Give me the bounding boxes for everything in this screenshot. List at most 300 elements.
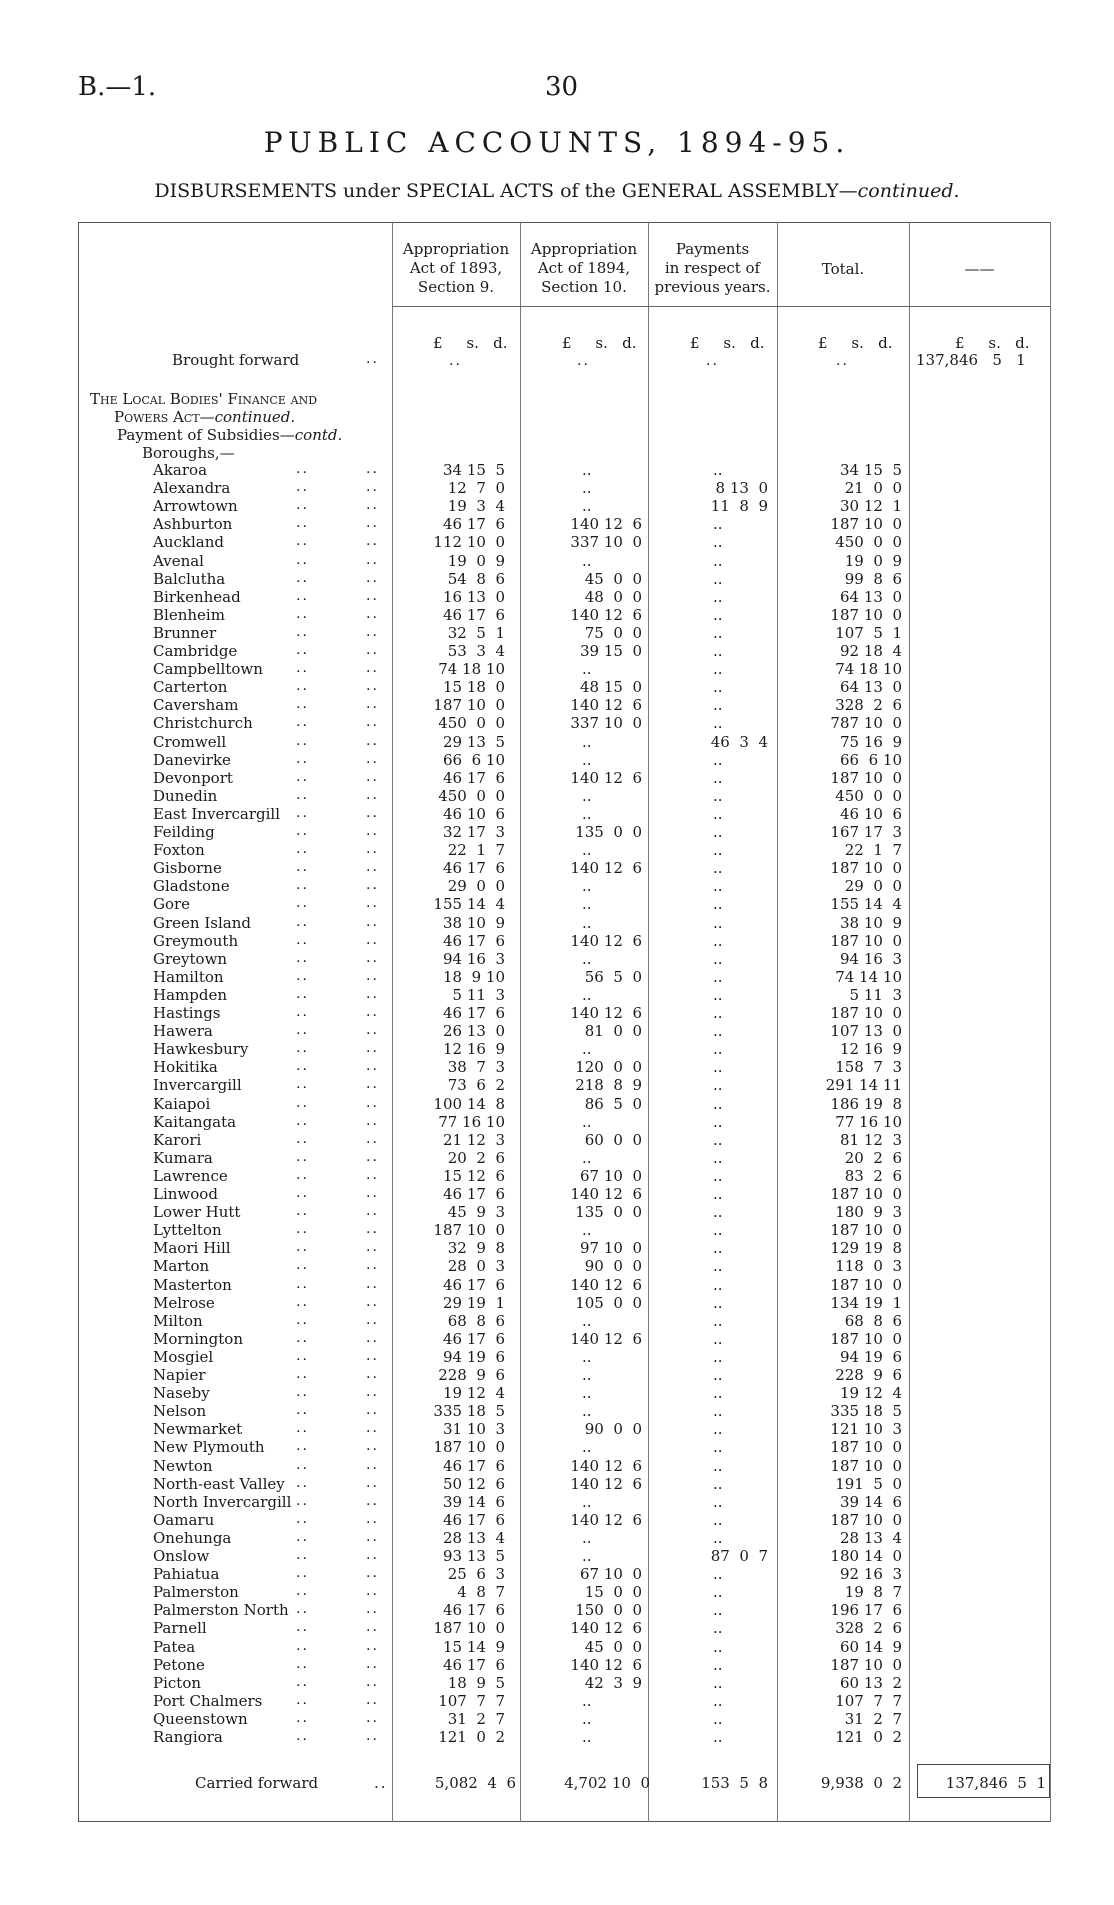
amount-1893: 46 17 6 [442,1185,505,1203]
amount-1894: 48 15 0 [579,678,642,697]
amount-1893: 32 5 1 [447,623,505,642]
leader-dots: .. [366,623,379,640]
empty-marker: .. [713,1112,723,1131]
empty-marker: .. [713,1347,723,1366]
empty-marker: .. [713,786,723,805]
leader-dots: .. [366,768,379,785]
leader-dots: .. [296,1166,309,1183]
leader-dots: .. [296,1185,309,1201]
empty-marker: .. [713,859,723,878]
leader-dots: .. [296,1148,309,1165]
table-row [0,1674,1114,1692]
empty-marker: .. [582,913,592,932]
amount-total: 187 10 0 [830,1329,902,1348]
amount-previous-years: 87 0 7 [710,1547,768,1565]
amount-1893: 12 7 0 [447,479,505,498]
empty-marker: .. [582,750,592,769]
empty-marker: .. [582,1112,592,1131]
amount-1893: 46 17 6 [442,1456,505,1475]
amount-total: 66 6 10 [839,750,902,769]
table-row [0,1022,1114,1040]
empty-marker: .. [713,1004,723,1022]
amount-1894: 42 3 9 [584,1673,642,1692]
amount-total: 328 2 6 [835,696,902,715]
leader-dots: .. [366,1510,379,1527]
column-header-previous-years [648,240,777,297]
empty-marker: .. [582,732,592,751]
table-row [0,1457,1114,1475]
amount-1893: 450 0 0 [438,714,505,733]
leader-dots: .. [366,1185,379,1201]
empty-marker: .. [713,1148,723,1167]
borough-name: Invercargill [153,1076,242,1095]
leader-dots: .. [366,1239,379,1256]
leader-dots: .. [366,931,379,948]
table-row [0,642,1114,660]
amount-previous-years: 46 3 4 [710,732,768,751]
table-row [0,823,1114,841]
table-row [0,1257,1114,1275]
amount-1893: 19 12 4 [442,1384,505,1403]
amount-total: 187 10 0 [830,1438,902,1457]
leader-dots: .. [366,1094,379,1111]
amount-1894: 135 0 0 [575,823,642,841]
amount-total: 29 0 0 [844,877,902,896]
amount-1893: 20 2 6 [447,1148,505,1167]
table-row [0,660,1114,678]
table-row [0,1728,1114,1746]
borough-name: Oamaru [153,1510,215,1529]
amount-1893: 74 18 10 [438,660,505,679]
empty-marker: .. [713,533,723,552]
table-row [0,1438,1114,1456]
table-row [0,733,1114,751]
table-row [0,914,1114,932]
boroughs-heading: Boroughs,— [142,444,235,462]
leader-dots: .. [296,732,309,749]
amount-total: 31 2 7 [844,1709,902,1728]
borough-name: Birkenhead [153,587,241,606]
leader-dots: .. [296,1691,309,1708]
borough-name: Greytown [153,949,228,968]
leader-dots: .. [296,931,309,948]
leader-dots: .. [366,1166,379,1183]
borough-name: Lawrence [153,1166,228,1185]
amount-total: 74 14 10 [835,967,902,986]
amount-1894: 140 12 6 [570,1275,642,1294]
leader-dots: .. [366,605,379,622]
table-row [0,515,1114,533]
empty-marker: .. [713,804,723,823]
borough-name: Brunner [153,623,217,642]
borough-name: Gisborne [153,859,222,878]
amount-total: 196 17 6 [830,1601,902,1620]
borough-name: Palmerston [153,1583,239,1602]
borough-name: Marton [153,1257,210,1276]
empty-marker: .. [836,353,849,369]
borough-name: Napier [153,1366,206,1384]
carried-forward-1893: 5,082 4 6 [434,1774,516,1792]
empty-marker: .. [713,1492,723,1511]
leader-dots: .. [296,768,309,785]
amount-total: 155 14 4 [830,895,902,914]
borough-name: Milton [153,1311,203,1330]
borough-name: Queenstown [153,1709,248,1728]
amount-1893: 46 17 6 [442,1655,505,1674]
leader-dots: .. [296,1293,309,1310]
borough-name: Feilding [153,823,215,841]
leader-dots: .. [296,461,309,477]
empty-marker: .. [582,1528,592,1547]
amount-1894: 90 0 0 [584,1420,642,1439]
borough-name: Green Island [153,913,251,932]
leader-dots: .. [296,714,309,731]
empty-marker: .. [713,1022,723,1041]
table-row [0,1131,1114,1149]
table-row [0,1475,1114,1493]
table-row [0,841,1114,859]
borough-name: Palmerston North [153,1601,289,1620]
empty-marker: .. [713,1076,723,1095]
subtitle-main: DISBURSEMENTS under SPECIAL ACTS of the GENERAL ASSEMBLY— [154,180,858,202]
empty-marker: .. [582,479,592,498]
empty-marker: .. [582,1547,592,1565]
amount-1893: 77 16 10 [438,1112,505,1131]
amount-total: 121 0 2 [835,1728,902,1746]
leader-dots: .. [366,1601,379,1618]
borough-name: Caversham [153,696,239,715]
borough-name: Parnell [153,1619,207,1638]
header-line: Appropriation [402,240,510,258]
leader-dots: .. [366,1366,379,1382]
borough-name: Blenheim [153,605,225,624]
amount-1894: 150 0 0 [575,1601,642,1620]
table-row [0,1167,1114,1185]
empty-marker: .. [713,1130,723,1149]
table-row [0,859,1114,877]
leader-dots: .. [366,1583,379,1600]
empty-marker: .. [582,1438,592,1457]
borough-name: Masterton [153,1275,232,1294]
empty-marker: .. [713,841,723,860]
empty-marker: .. [713,1673,723,1692]
amount-1893: 25 6 3 [447,1565,505,1584]
subtitle-continued: continued. [857,180,960,202]
carried-forward-grand: 137,846 5 1 [945,1774,1046,1792]
leader-dots: .. [296,1565,309,1582]
table-row [0,1619,1114,1637]
amount-total: 92 16 3 [839,1565,902,1584]
borough-name: Melrose [153,1293,215,1312]
amount-1893: 100 14 8 [433,1094,505,1113]
empty-marker: .. [713,1420,723,1439]
amount-1894: 105 0 0 [575,1293,642,1312]
amount-1893: 5 11 3 [452,985,505,1004]
leader-dots: .. [366,587,379,604]
leader-dots: .. [296,623,309,640]
amount-total: 39 14 6 [839,1492,902,1511]
table-row [0,1692,1114,1710]
table-row [0,1040,1114,1058]
empty-marker: .. [713,895,723,914]
leader-dots: .. [366,1637,379,1654]
carried-forward-previous: 153 5 8 [701,1774,768,1792]
amount-1893: 187 10 0 [433,1619,505,1638]
units-label: £ s. d. [955,334,1030,352]
empty-marker: .. [713,1185,723,1203]
leader-dots: .. [366,714,379,731]
amount-total: 92 18 4 [839,642,902,660]
leader-dots: .. [366,497,379,514]
amount-1893: 32 17 3 [442,823,505,841]
borough-name: Avenal [153,551,204,570]
leader-dots: .. [296,1492,309,1509]
leader-dots: .. [296,1528,309,1545]
amount-1894: 140 12 6 [570,931,642,950]
empty-marker: .. [713,1366,723,1384]
empty-marker: .. [582,1402,592,1421]
amount-1894: 90 0 0 [584,1257,642,1276]
borough-name: Ashburton [153,515,233,534]
borough-name: Kumara [153,1148,213,1167]
leader-dots: .. [366,461,379,477]
amount-1893: 94 16 3 [442,949,505,968]
empty-marker: .. [582,985,592,1004]
act-heading-italic: continued. [214,408,296,426]
leader-dots: .. [366,1112,379,1129]
amount-total: 94 16 3 [839,949,902,968]
amount-1893: 107 7 7 [438,1691,505,1710]
leader-dots: .. [366,642,379,658]
table-row [0,787,1114,805]
empty-marker: .. [713,1257,723,1276]
borough-name: Hampden [153,985,227,1004]
borough-name: Carterton [153,678,228,697]
carried-forward-label: Carried forward [195,1774,319,1792]
amount-1893: 187 10 0 [433,1438,505,1457]
amount-1893: 335 18 5 [433,1402,505,1421]
leader-dots: .. [296,859,309,876]
leader-dots: .. [296,1094,309,1111]
leader-dots: .. [366,1474,379,1491]
borough-name: Gladstone [153,877,230,896]
amount-total: 187 10 0 [830,859,902,878]
leader-dots: .. [296,1275,309,1292]
leader-dots: .. [296,1709,309,1726]
borough-name: Karori [153,1130,202,1149]
leader-dots: .. [296,1384,309,1401]
empty-marker: .. [582,1366,592,1384]
amount-previous-years: 8 13 0 [715,479,768,498]
borough-name: Lyttelton [153,1221,222,1240]
header-line: Act of 1894, [537,259,631,277]
borough-name: Gore [153,895,191,914]
borough-name: Petone [153,1655,205,1674]
empty-marker: .. [582,949,592,968]
leader-dots: .. [366,732,379,749]
amount-total: 75 16 9 [839,732,902,751]
carried-forward-1894: 4,702 10 0 [564,1774,650,1792]
table-row [0,1004,1114,1022]
table-row [0,606,1114,624]
table-row [0,1095,1114,1113]
borough-name: Port Chalmers [153,1691,263,1710]
leader-dots: .. [296,1040,309,1057]
amount-total: 180 14 0 [830,1547,902,1565]
leader-dots: .. [366,1311,379,1328]
amount-1894: 140 12 6 [570,1619,642,1638]
amount-total: 134 19 1 [830,1293,902,1312]
borough-name: Mornington [153,1329,243,1348]
empty-marker: .. [713,1203,723,1222]
amount-1894: 97 10 0 [579,1239,642,1258]
borough-name: Balclutha [153,569,226,588]
table-row [0,533,1114,551]
borough-name: Hastings [153,1004,221,1022]
header-line: Section 10. [541,278,627,296]
table-row [0,1384,1114,1402]
leader-dots: .. [296,1438,309,1455]
amount-1894: 140 12 6 [570,1655,642,1674]
leader-dots: .. [366,1420,379,1437]
leader-dots: .. [374,1774,388,1792]
amount-total: 22 1 7 [844,841,902,860]
amount-total: 5 11 3 [849,985,902,1004]
leader-dots: .. [296,985,309,1002]
empty-marker: .. [713,1239,723,1258]
amount-1893: 18 9 10 [442,967,505,986]
amount-1893: 39 14 6 [442,1492,505,1511]
empty-marker: .. [582,1148,592,1167]
leader-dots: .. [296,605,309,622]
table-row [0,1710,1114,1728]
empty-marker: .. [582,1691,592,1710]
amount-1893: 31 2 7 [447,1709,505,1728]
borough-name: North-east Valley [153,1474,285,1493]
empty-marker: .. [713,1601,723,1620]
act-heading-continued [114,408,295,426]
leader-dots: .. [296,1311,309,1328]
borough-name: Hokitika [153,1058,218,1077]
amount-1893: 53 3 4 [447,642,505,660]
leader-dots: .. [366,1329,379,1346]
amount-1894: 337 10 0 [570,714,642,733]
borough-name: Onslow [153,1547,210,1565]
amount-1893: 46 17 6 [442,1004,505,1022]
leader-dots: .. [296,1728,309,1744]
empty-marker: .. [713,768,723,787]
brought-forward-value: 137,846 5 1 [916,351,1026,369]
empty-marker: .. [713,696,723,715]
leader-dots: .. [366,1547,379,1563]
empty-marker: .. [713,1528,723,1547]
amount-total: 77 16 10 [835,1112,902,1131]
empty-marker: .. [713,1474,723,1493]
empty-marker: .. [713,1384,723,1403]
document-reference: B.—1. [78,72,157,102]
amount-1893: 29 13 5 [442,732,505,751]
amount-1894: 81 0 0 [584,1022,642,1041]
empty-marker: .. [713,1293,723,1312]
header-line: previous years. [654,278,771,296]
leader-dots: .. [366,1691,379,1708]
amount-total: 187 10 0 [830,1004,902,1022]
table-row [0,1547,1114,1565]
leader-dots: .. [366,1565,379,1582]
amount-1893: 450 0 0 [438,786,505,805]
amount-1893: 46 17 6 [442,768,505,787]
borough-name: Naseby [153,1384,210,1403]
amount-total: 81 12 3 [839,1130,902,1149]
empty-marker: .. [713,660,723,679]
table-row [0,751,1114,769]
empty-marker: .. [713,750,723,769]
amount-1893: 45 9 3 [447,1203,505,1222]
leader-dots: .. [296,1510,309,1527]
empty-marker: .. [713,461,723,479]
empty-marker: .. [713,1619,723,1638]
borough-name: Kaitangata [153,1112,237,1131]
amount-total: 228 9 6 [835,1366,902,1384]
leader-dots: .. [366,895,379,912]
amount-total: 74 18 10 [835,660,902,679]
amount-1893: 187 10 0 [433,696,505,715]
amount-1893: 19 3 4 [447,497,505,516]
leader-dots: .. [366,479,379,496]
leader-dots: .. [366,1438,379,1455]
amount-total: 291 14 11 [825,1076,902,1095]
amount-total: 187 10 0 [830,1510,902,1529]
empty-marker: .. [713,823,723,841]
page-subtitle [0,180,1114,202]
table-row [0,895,1114,913]
borough-name: New Plymouth [153,1438,265,1457]
amount-total: 328 2 6 [835,1619,902,1638]
leader-dots: .. [366,1492,379,1509]
leader-dots: .. [366,1221,379,1238]
leader-dots: .. [366,1384,379,1401]
amount-1894: 140 12 6 [570,1474,642,1493]
table-row [0,1529,1114,1547]
leader-dots: .. [366,1293,379,1310]
amount-1893: 12 16 9 [442,1040,505,1059]
borough-name: Hamilton [153,967,224,986]
amount-total: 187 10 0 [830,1456,902,1475]
leader-dots: .. [296,1058,309,1075]
header-line: in respect of [664,259,761,277]
empty-marker: .. [713,1655,723,1674]
borough-name: Devonport [153,768,233,787]
leader-dots: .. [366,985,379,1002]
amount-total: 64 13 0 [839,678,902,697]
amount-1893: 34 15 5 [442,461,505,479]
leader-dots: .. [366,949,379,966]
empty-marker: .. [713,1311,723,1330]
amount-1893: 46 17 6 [442,931,505,950]
table-row [0,1565,1114,1583]
empty-marker: .. [713,1221,723,1240]
amount-total: 99 8 6 [844,569,902,588]
leader-dots: .. [296,877,309,894]
amount-1893: 18 9 5 [447,1673,505,1692]
empty-marker: .. [582,1347,592,1366]
empty-marker: .. [713,1510,723,1529]
subsidies-heading-text: Payment of Subsidies— [117,426,295,444]
empty-marker: .. [582,1221,592,1240]
leader-dots: .. [296,841,309,858]
amount-1893: 32 9 8 [447,1239,505,1258]
table-row [0,805,1114,823]
